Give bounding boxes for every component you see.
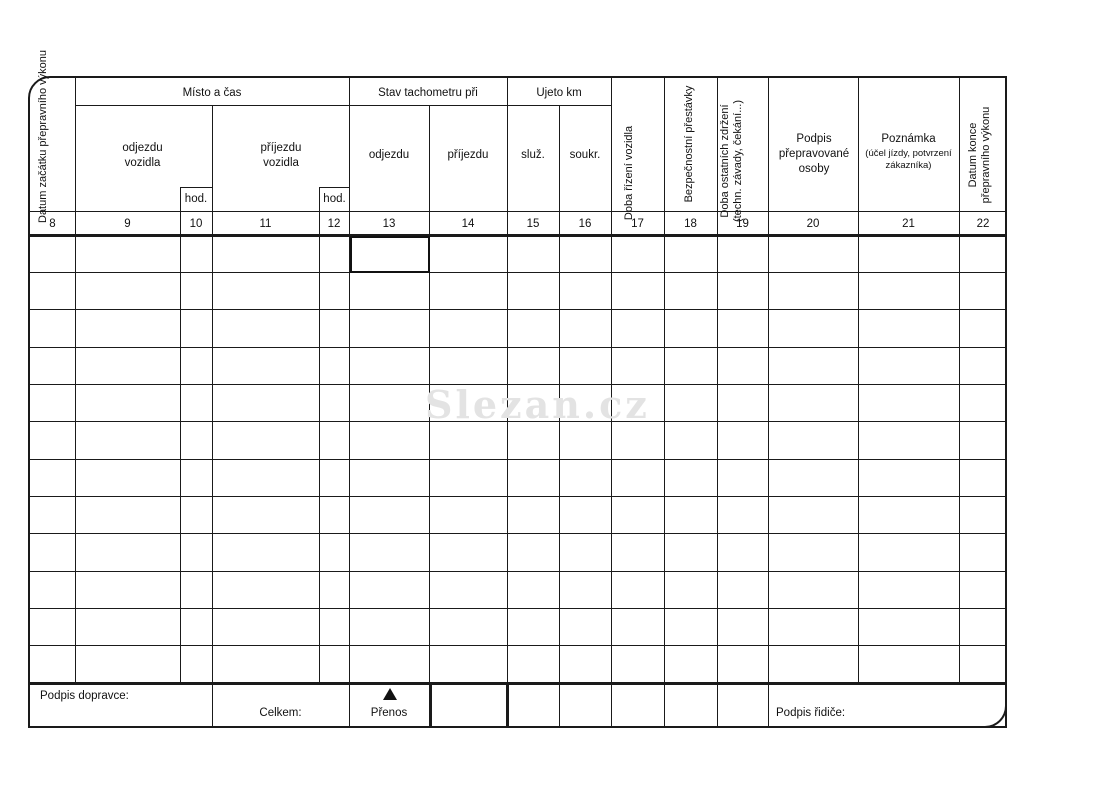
col-line <box>319 187 320 683</box>
row-line <box>30 608 1006 609</box>
col-line <box>664 77 665 727</box>
header-line <box>30 234 1006 237</box>
footer-podpis-ridice: Podpis řidiče: <box>776 707 846 719</box>
footer-podpis-dopravce: Podpis dopravce: <box>40 690 129 702</box>
col-number: 17 <box>631 218 644 230</box>
header-ujeto-km: Ujeto km <box>536 87 582 99</box>
col-number: 12 <box>327 218 341 230</box>
row-line <box>30 645 1006 646</box>
col-number: 15 <box>526 218 540 230</box>
header-prijezdu-vozidla: příjezdu vozidla <box>260 142 302 169</box>
row-line <box>30 496 1006 497</box>
row-line <box>30 682 1006 685</box>
col-number: 20 <box>806 218 820 230</box>
row-line <box>30 533 1006 534</box>
header-line <box>180 187 212 188</box>
header-odjezdu: odjezdu <box>368 149 410 161</box>
header-line <box>319 187 350 188</box>
header-poznamka: Poznámka <box>881 133 936 145</box>
col-number: 18 <box>684 218 697 230</box>
footer-celkem: Celkem: <box>259 707 302 719</box>
col-number: 9 <box>124 218 131 230</box>
row-line <box>30 459 1006 460</box>
col-number: 21 <box>902 218 915 230</box>
header-soukr: soukr. <box>569 149 601 161</box>
row-line <box>30 309 1006 310</box>
col-number: 13 <box>382 218 396 230</box>
row-line <box>30 571 1006 572</box>
col-line <box>349 77 350 727</box>
col-number: 19 <box>736 218 749 230</box>
row-line <box>30 272 1006 273</box>
header-hod-10: hod. <box>184 193 208 205</box>
col-number: 8 <box>49 218 56 230</box>
header-misto-cas: Místo a čas <box>182 87 242 99</box>
col-line <box>768 77 769 727</box>
selected-cell[interactable] <box>350 236 430 273</box>
col-line <box>75 77 76 683</box>
header-prijezdu: příjezdu <box>447 149 489 161</box>
col-number: 22 <box>976 218 990 230</box>
col-line <box>212 105 213 727</box>
header-sluz: služ. <box>521 149 545 161</box>
col-number: 14 <box>461 218 475 230</box>
col-line <box>506 683 509 727</box>
header-stav-tachometru: Stav tachometru při <box>378 87 478 99</box>
col-line <box>959 77 960 683</box>
header-doba-ostatnich: Doba ostatních zdržení (techn. závady, čekání...) <box>719 99 744 223</box>
header-bezpecnostni: Bezpečnostní přestávky <box>683 85 695 203</box>
col-line <box>180 187 181 683</box>
header-doba-rizeni: Doba řízení vozidla <box>623 125 635 221</box>
arrow-up-icon <box>383 688 397 700</box>
header-line <box>75 105 612 106</box>
row-line <box>30 347 1006 348</box>
header-odjezdu-vozidla: odjezdu vozidla <box>122 142 163 169</box>
header-line <box>30 211 1006 212</box>
footer-prenos: Přenos <box>370 707 408 719</box>
col-number: 10 <box>189 218 203 230</box>
watermark: Slezan.cz <box>425 382 650 427</box>
header-datum-zacatku: Datum začátku přepravního výkonu <box>37 49 49 223</box>
header-datum-konce: Datum konce přepravního výkonu <box>967 106 992 204</box>
header-poznamka-sub: (účel jízdy, potvrzení zákazníka) <box>865 148 952 171</box>
col-number: 16 <box>578 218 592 230</box>
col-line <box>507 77 508 683</box>
header-podpis-osoby: Podpis přepravované osoby <box>778 133 850 175</box>
header-hod-12: hod. <box>323 193 346 205</box>
col-number: 11 <box>259 218 272 230</box>
col-line <box>429 683 432 727</box>
